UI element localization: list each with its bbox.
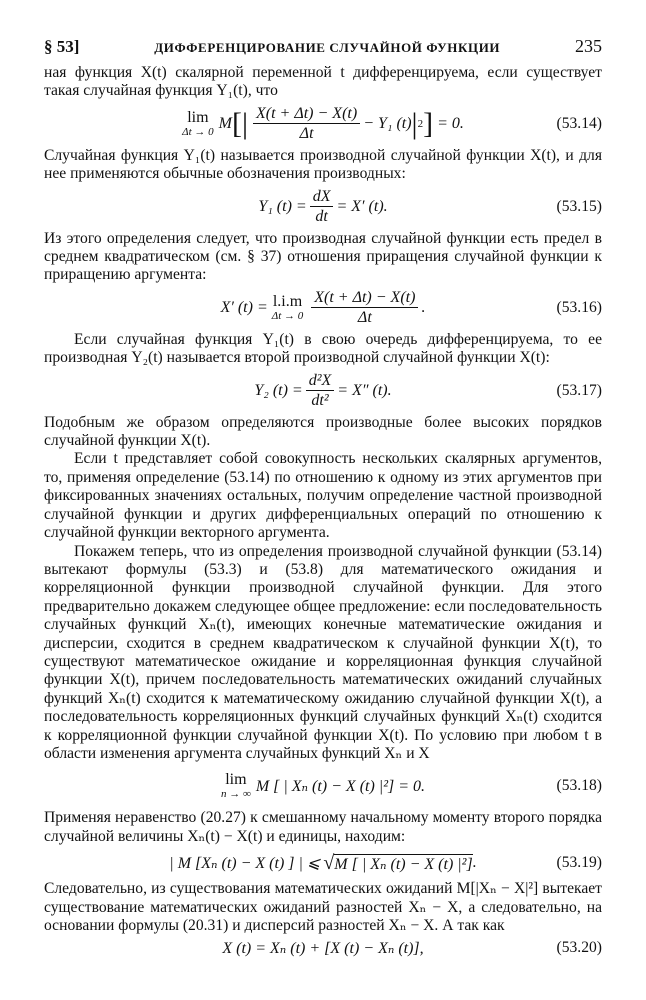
equation-number: (53.14) — [556, 114, 602, 132]
page — [44, 36, 602, 961]
paragraph: Применяя неравенство (20.27) к смешанному начальному моменту второго порядка случайной величины Xₙ(t) − X(t) и единицы, находим: — [44, 809, 602, 845]
equation-number: (53.20) — [556, 939, 602, 957]
page-number: 235 — [574, 36, 602, 56]
paragraph: Подобным же образом определяются производные более высоких порядков случайной функции X(t). — [44, 413, 602, 450]
section-ref: § 53] — [44, 37, 80, 56]
paragraph: Если случайная функция Y₁(t) в свою очередь дифференцируема, то ее производная Y₂(t) называется второй производной случайной функции X(t): — [44, 330, 602, 367]
chapter-title: ДИФФЕРЕНЦИРОВАНИЕ СЛУЧАЙНОЙ ФУНКЦИИ — [154, 40, 501, 55]
equation-53-19: | M [Xₙ (t) − X (t) ] | ⩽ √M [ | Xₙ (t) − X (t) |²] . (53.19) — [169, 851, 602, 874]
equation-53-15: Y₁ (t) = $\frac{dX}{dt}$ = X′ (t). (53.15) — [258, 188, 602, 226]
paragraph: Покажем теперь, что из определения производной случайной функции (53.14) вытекают формулы (53.3) и (53.8) для математического ожидания и корреляционной функции производной случайной функции. Для этого предварительно докажем следующее общее предложение: если последовательность случайных функций Xₙ(t), имеющих конечные математические ожидания и дисперсии, сходится в среднем квадратическом к случайной функции X(t), то существуют математическое ожидание и корреляционная функция случайной функции X(t), причем последовательность математических ожиданий случайных функций Xₙ(t) сходится к математическому ожиданию случайной функции X(t), а последовательность корреляционных функций случайных функций Xₙ(t) сходится к корреляционной функции случайной функции X(t). По условию при любом t в области изменения аргумента случайных функций Xₙ и X — [44, 542, 602, 762]
equation-53-18: lim n → ∞ M [ | Xₙ (t) − X (t) |²] = 0. (53.18) — [220, 771, 602, 801]
equation-number: (53.19) — [556, 854, 602, 872]
equation-53-20: X (t) = Xₙ (t) + [X (t) − Xₙ (t)], (53.20) — [222, 939, 602, 958]
equation-53-17: Y₂ (t) = $\frac{\text{d²X}}{\text{dt²}}$ = X″ (t). (53.17) — [254, 372, 602, 410]
equation-53-14: lim Δt → 0 M [ | X(t + Δt) − X(t) Δt − Y₁ (t) | 2 ] = 0. (53.14) — [182, 105, 602, 143]
paragraph: Если t представляет собой совокупность нескольких скалярных аргументов, то, применяя определение (53.14) по отношению к одному из этих аргументов при фиксированных значениях остальных, получим определение частной производной случайной функции и других дифференциальных операций по отношению к случайной функции векторного аргумента. — [44, 450, 602, 542]
paragraph: Случайная функция Y₁(t) называется производной случайной функции X(t), и для нее применяются обычные обозначения производных: — [44, 146, 602, 183]
equation-53-16: X′ (t) = l.i.m Δt → 0 X(t + Δt) − X(t) Δt . (53.16) — [220, 289, 602, 327]
paragraph: Следовательно, из существования математических ожиданий M[|Xₙ − X|²] вытекает существование математических ожиданий разностей Xₙ − X, а следовательно, на основании формулы (20.31) и дисперсий разностей Xₙ − X. А так как — [44, 880, 602, 934]
equation-number: (53.17) — [556, 381, 602, 399]
equation-number: (53.15) — [556, 197, 602, 215]
equation-number: (53.16) — [556, 298, 602, 316]
running-header — [44, 36, 602, 64]
equation-number: (53.18) — [556, 777, 602, 795]
paragraph: Из этого определения следует, что производная случайной функции есть предел в среднем квадратическом (см. § 37) отношения приращения случайной функции к приращению аргумента: — [44, 229, 602, 284]
paragraph: ная функция X(t) скалярной переменной t дифференцируема, если существует такая случайная функция Y₁(t), что — [44, 64, 602, 100]
